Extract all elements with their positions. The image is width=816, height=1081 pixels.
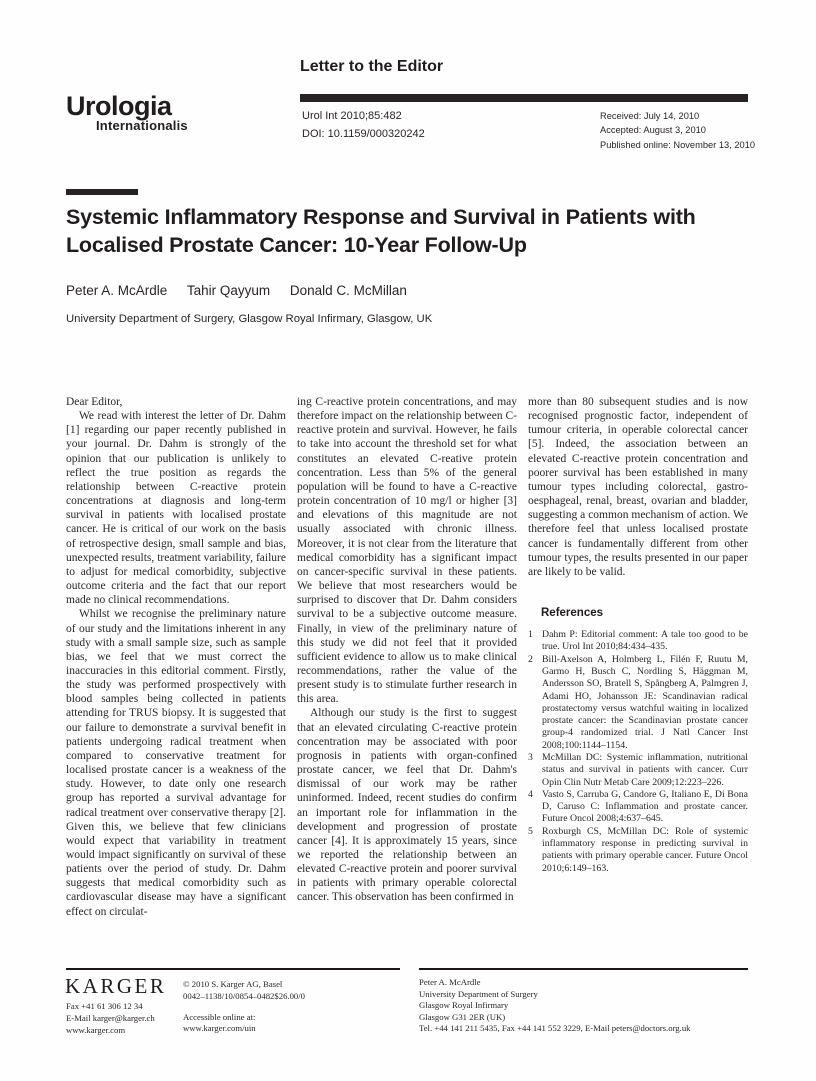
reference-text: Dahm P: Editorial comment: A tale too good to be true. Urol Int 2010;84:434–435. — [542, 629, 748, 653]
reference-text: Vasto S, Carruba G, Candore G, Italiano E, Di Bona D, Caruso C: Inflammation and prostate cancer. Future Oncol 2008;4:637–645. — [542, 788, 748, 825]
journal-logo — [66, 92, 188, 133]
publisher-email: E-Mail karger@karger.ch — [66, 1012, 155, 1023]
paragraph: Although our study is the first to suggest that an elevated circulating C-reactive protein concentration may be associated with poor prognosis in patients with organ-confined prostate cancer, we feel that Dr. Dahm's dismissal of our work may be rather uninformed. Indeed, recent studies do confirm an important role for inflammation in the development and progression of prostate cancer [4]. It is approximately 15 years, since we reported the relationship between an elevated C-reactive protein and poorer survival in patients with primary operable colorectal cancer. This observation has been confirmed in — [297, 707, 517, 904]
journal-name: Urologia — [66, 91, 172, 121]
paragraph: more than 80 subsequent studies and is now recognised prognostic factor, independent of tumour criteria, in operable colorectal cancer [5]. Indeed, the association between an elevated C-reactive protein concentration and poorer survival has been established in many tumour types including colorectal, gastro-oesphageal, renal, breast, ovarian and bladder, suggesting a common mechanism of action. We therefore feel that unless localised prostate cancer is fundamentally different from other tumour types, the results presented in our paper are likely to be valid. — [528, 396, 748, 578]
affiliation: University Department of Surgery, Glasgow Royal Infirmary, Glasgow, UK — [66, 313, 433, 325]
issn-line: 0042–1138/10/0854–0482$26.00/0 — [183, 990, 306, 1001]
author-list — [66, 283, 423, 298]
publisher-fax: Fax +41 61 306 12 34 — [66, 1001, 143, 1011]
body-column-2 — [297, 395, 517, 943]
letter-body — [66, 395, 748, 943]
corresponding-author-address: Glasgow G31 2ER (UK) — [419, 1011, 506, 1022]
footer-rule-left — [66, 968, 400, 970]
footer-rule-right — [419, 968, 748, 970]
title-rule — [66, 189, 138, 195]
section-heading: Letter to the Editor — [300, 58, 444, 75]
reference-number: 5 — [528, 825, 533, 837]
reference-item — [528, 752, 748, 789]
accepted-date: Accepted: August 3, 2010 — [600, 125, 706, 136]
copyright-block — [183, 979, 305, 1035]
reference-number: 1 — [528, 629, 533, 641]
doi-text: DOI: 10.1159/000320242 — [302, 128, 425, 140]
publisher-contact-block — [66, 1001, 155, 1036]
references-section — [528, 607, 748, 875]
citation-text: Urol Int 2010;85:482 — [302, 110, 402, 122]
reference-item — [528, 629, 748, 654]
citation-block — [302, 107, 425, 143]
journal-subname: Internationalis — [96, 118, 188, 133]
paragraph: ing C-reactive protein concentrations, and may therefore impact on the relationship between C-reactive protein and survival. However, he fails to take into account the threshold set for what constitutes an elevated C-reative protein concentration. Less than 5% of the general population will be found to have a C-reactive protein concentration of 10 mg/l or higher [3] and elevations of this magnitude are not usually associated with chronic illness. Moreover, it is not clear from the literature that medical comorbidity has a significant impact on cancer-specific survival in these patients. We believe that most researchers would be surprised to discover that Dr. Dahm considers survival to be a subjective outcome measure. Finally, in view of the preliminary nature of this study we did not feel that it provided sufficient evidence to allow us to make clinical recommendations, rather the value of the present study is to stimulate further research in this area. — [297, 396, 517, 706]
paragraph: Whilst we recognise the preliminary nature of our study and the limitations inherent in any study with a small sample size, such as sample bias, we feel that we must correct the inaccuracies in this editorial comment. Firstly, the study was performed prospectively with blood samples being collected in patients attending for TRUS biopsy. It is suggested that our failure to demonstrate a survival benefit in patients undergoing radical treatment when compared to conservative treatment for localised prostate cancer is a weakness of the study. However, to date only one research group has reported a survival advantage for radical treatment over conservative therapy [2]. Given this, we believe that few clinicians would expect that variability in treatment would impact significantly on survival of these patients over the period of study. Dr. Dahm suggests that medical comorbidity such as cardiovascular disease may have a significant effect on circulat- — [66, 608, 286, 918]
paragraph: We read with interest the letter of Dr. Dahm [1] regarding our paper recently published in your journal. Dr. Dahm is strongly of the opinion that our publication is unlikely to reflect the true position as regards the relationship between C-reactive protein concentrations at diagnosis and long-term survival in patients with localised prostate cancer. He is critical of our work on the basis of retrospective design, small sample and bias, unexpected results, treatment variability, failure to adjust for medical comorbidity, subjective outcome criteria and the fact that our report made no clinical recommendations. — [66, 410, 286, 607]
reference-number: 3 — [528, 752, 533, 763]
reference-item — [528, 654, 748, 752]
author-name: Tahir Qayyum — [186, 283, 271, 298]
body-column-3 — [528, 395, 748, 943]
online-access-label: Accessible online at: — [183, 1011, 256, 1022]
article-title: Systemic Inflammatory Response and Survival in Patients with Localised Prostate Cancer: 10-Year Follow-Up — [66, 205, 696, 257]
reference-text: Roxburgh CS, McMillan DC: Role of systemic inflammatory response in predicting survival in patients with primary operable cancer. Future Oncol 2010;6:149–163. — [542, 825, 748, 874]
reference-text: McMillan DC: Systemic inflammation, nutritional status and survival in patients with cancer. Curr Opin Clin Nutr Metab Care 2009;12:223–226. — [542, 752, 748, 788]
reference-text: Bill-Axelson A, Holmberg L, Filén F, Ruutu M, Garmo H, Busch C, Nordling S, Häggman M, Andersson SO, Bratell S, Spångberg A, Palmgren J, Adami HO, Johansson JE: Scandinavian radical prostatectomy versus watchful waiting in localized prostate cancer: the Scandinavian prostate cancer group-4 randomized trial. J Natl Cancer Inst 2008;100:1144–1154. — [542, 653, 748, 751]
corresponding-author-dept: University Department of Surgery — [419, 988, 538, 999]
published-online-date: Published online: November 13, 2010 — [600, 139, 756, 150]
reference-item — [528, 826, 748, 875]
reference-item — [528, 789, 748, 826]
corresponding-author-hospital: Glasgow Royal Infirmary — [419, 1000, 509, 1011]
corresponding-author-block — [419, 977, 691, 1035]
copyright-line: © 2010 S. Karger AG, Basel — [183, 979, 283, 989]
received-date: Received: July 14, 2010 — [600, 111, 700, 121]
header-rule — [300, 94, 748, 102]
reference-number: 2 — [528, 653, 533, 665]
author-name: Peter A. McArdle — [66, 283, 168, 298]
karger-logo: KARGER — [65, 974, 167, 998]
body-column-1 — [66, 395, 286, 943]
references-heading: References — [541, 607, 604, 620]
publication-dates — [600, 109, 755, 152]
corresponding-author-contact: Tel. +44 141 211 5435, Fax +44 141 552 3229, E-Mail peters@doctors.org.uk — [419, 1023, 691, 1034]
online-access-url: www.karger.com/uin — [183, 1023, 256, 1034]
salutation: Dear Editor, — [66, 396, 123, 408]
reference-number: 4 — [528, 788, 533, 800]
corresponding-author-name: Peter A. McArdle — [419, 977, 481, 987]
publisher-website: www.karger.com — [66, 1024, 126, 1035]
author-name: Donald C. McMillan — [289, 283, 407, 298]
